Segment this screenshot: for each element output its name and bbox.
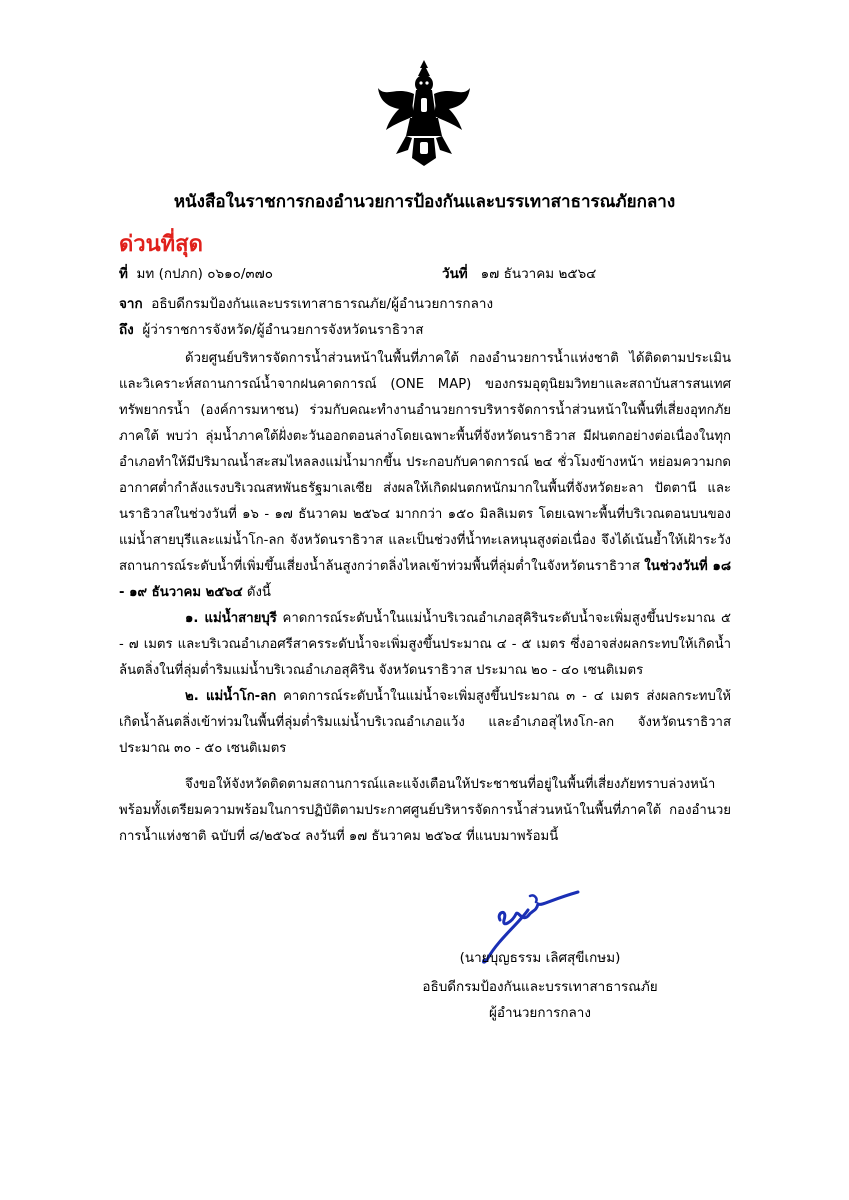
to-line bbox=[119, 318, 424, 340]
letter-body bbox=[119, 346, 731, 850]
garuda-emblem-icon bbox=[376, 58, 472, 168]
item-2-heading: ๒. แม่น้ำโก-ลก bbox=[185, 689, 277, 704]
closing-text: จึงขอให้จังหวัดติดตามสถานการณ์และแจ้งเตือนให้ประชาชนที่อยู่ในพื้นที่เสี่ยงภัยทราบล่วงหน้า พร้อมทั้งเตรียมความพร้อมในการปฏิบัติตามประกาศศูนย์บริหารจัดการน้ำส่วนหน้าในพื้นที่ภาคใต้ กองอำนวยการน้ำแห่งชาติ ฉบับที่ ๘/๒๕๖๔ ลงวันที่ ๑๗ ธันวาคม ๒๕๖๔ ที่แนบมาพร้อมนี้ bbox=[119, 777, 731, 844]
ref-label: ที่ bbox=[119, 266, 128, 282]
signer-position-1: อธิบดีกรมป้องกันและบรรเทาสาธารณภัย bbox=[422, 979, 658, 995]
document-title: หนังสือในราชการกองอำนวยการป้องกันและบรรเทาสาธารณภัยกลาง bbox=[173, 192, 676, 212]
paragraph-1-end: ดังนี้ bbox=[246, 585, 271, 600]
date-label: วันที่ bbox=[442, 266, 468, 282]
paragraph-1-text: ด้วยศูนย์บริหารจัดการน้ำส่วนหน้าในพื้นที่ภาคใต้ กองอำนวยการน้ำแห่งชาติ ได้ติดตามประเมินและวิเคราะห์สถานการณ์น้ำจากฝนคาดการณ์ (ONE MAP) ของกรมอุตุนิยมวิทยาและสถาบันสารสนเทศทรัพยากรน้ำ (องค์การมหาชน) ร่วมกับคณะทำงานอำนวยการบริหารจัดการน้ำส่วนหน้าในพื้นที่เสี่ยงอุทกภัยภาคใต้ พบว่า ลุ่มน้ำภาคใต้ฝั่งตะวันออกตอนล่างโดยเฉพาะพื้นที่จังหวัดนราธิวาส มีฝนตกอย่างต่อเนื่องในทุกอำเภอทำให้มีปริมาณน้ำสะสมไหลลงแม่น้ำมากขึ้น ประกอบกับคาดการณ์ ๒๔ ชั่วโมงข้างหน้า หย่อมความกดอากาศต่ำกำลังแรงบริเวณสหพันธรัฐมาเลเซีย ส่งผลให้เกิดฝนตกหนักมากในพื้นที่จังหวัดยะลา ปัตตานี และนราธิวาสในช่วงวันที่ ๑๖ - ๑๗ ธันวาคม ๒๕๖๔ มากกว่า ๑๕๐ มิลลิเมตร โดยเฉพาะพื้นที่บริเวณตอนบนของแม่น้ำสายบุรีและแม่น้ำโก-ลก จังหวัดนราธิวาส และเป็นช่วงที่น้ำทะเลหนุนสูงต่อเนื่อง จึงได้เน้นย้ำให้เฝ้าระวังสถานการณ์ระดับน้ำที่เพิ่มขึ้นเสี่ยงน้ำล้นสูงกว่าตลิ่งไหลเข้าท่วมพื้นที่ลุ่มต่ำในจังหวัดนราธิวาส bbox=[119, 351, 731, 574]
signer-position-2: ผู้อำนวยการกลาง bbox=[489, 1005, 591, 1021]
body-paragraph-1 bbox=[119, 346, 731, 606]
item-2-paragraph bbox=[119, 684, 731, 762]
item-1-text: คาดการณ์ระดับน้ำในแม่น้ำบริเวณอำเภอสุคิรินระดับน้ำจะเพิ่มสูงขึ้นประมาณ ๕ - ๗ เมตร และบริเวณอำเภอศรีสาครระดับน้ำจะเพิ่มสูงขึ้นประมาณ ๔ - ๕ เมตร ซึ่งอาจส่งผลกระทบให้เกิดน้ำล้นตลิ่งในที่ลุ่มต่ำริมแม่น้ำบริเวณอำเภอสุคิริน จังหวัดนราธิวาส ประมาณ ๒๐ - ๔๐ เซนติเมตร bbox=[119, 611, 731, 678]
from-line bbox=[119, 292, 493, 314]
date-line bbox=[442, 262, 596, 284]
date-value: ๑๗ ธันวาคม ๒๕๖๔ bbox=[480, 266, 597, 282]
item-1-heading: ๑. แม่น้ำสายบุรี bbox=[185, 611, 277, 626]
item-1-paragraph bbox=[119, 606, 731, 684]
closing-paragraph bbox=[119, 772, 731, 850]
to-label: ถึง bbox=[119, 322, 134, 338]
from-value: อธิบดีกรมป้องกันและบรรเทาสาธารณภัย/ผู้อำนวยการกลาง bbox=[151, 296, 494, 312]
signer-name: (นายบุญธรรม เลิศสุขีเกษม) bbox=[459, 950, 621, 966]
ref-value: มท (กปภก) ๐๖๑๐/๓๗๐ bbox=[136, 266, 274, 282]
to-value: ผู้ว่าราชการจังหวัด/ผู้อำนวยการจังหวัดนราธิวาส bbox=[142, 322, 424, 338]
paragraph-1-highlight: ในช่วงวันที่ ๑๘ - ๑๙ ธันวาคม ๒๕๖๔ bbox=[119, 559, 731, 600]
item-2-text: คาดการณ์ระดับน้ำในแม่น้ำจะเพิ่มสูงขึ้นประมาณ ๓ - ๔ เมตร ส่งผลกระทบให้เกิดน้ำล้นตลิ่งเข้าท่วมในพื้นที่ลุ่มต่ำริมแม่น้ำบริเวณอำเภอแว้ง และอำเภอสุไหงโก-ลก จังหวัดนราธิวาส ประมาณ ๓๐ - ๕๐ เซนติเมตร bbox=[119, 689, 731, 756]
reference-line bbox=[119, 262, 273, 284]
urgency-label: ด่วนที่สุด bbox=[119, 232, 203, 257]
from-label: จาก bbox=[119, 296, 143, 312]
